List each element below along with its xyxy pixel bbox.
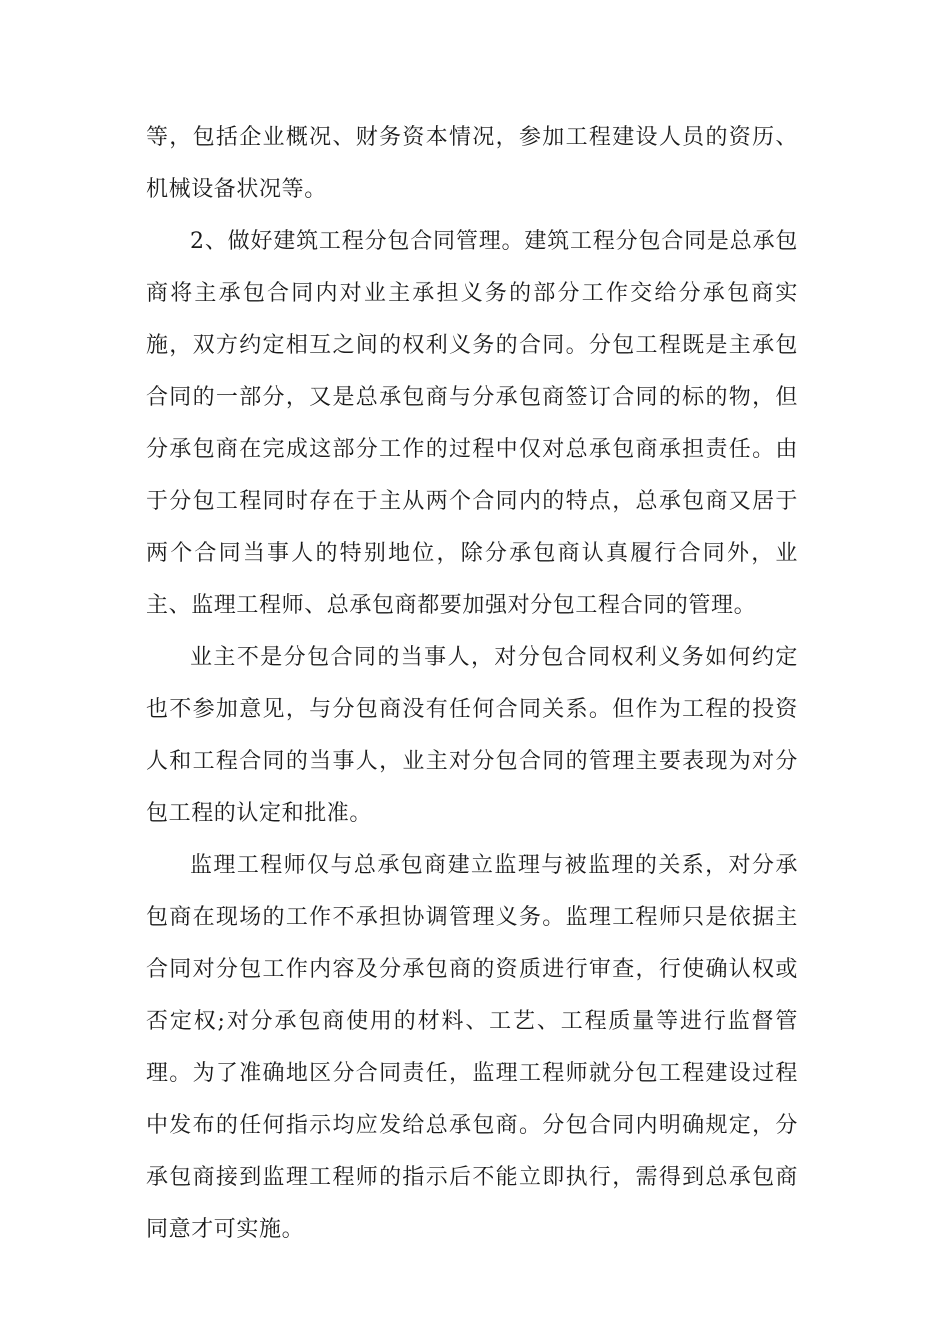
paragraph-owner-role: 业主不是分包合同的当事人，对分包合同权利义务如何约定也不参加意见，与分包商没有任何合同关系。但作为工程的投资人和工程合同的当事人，业主对分包合同的管理主要表现为对分包工程的认定和批准。	[146, 645, 798, 826]
paragraph-supervisor-role: 监理工程师仅与总承包商建立监理与被监理的关系，对分承包商在现场的工作不承担协调管理义务。监理工程师只是依据主合同对分包工作内容及分承包商的资质进行审查，行使确认权或否定权;对分承包商使用的材料、工艺、工程质量等进行监督管理。为了准确地区分合同责任，监理工程师就分包工程建设过程中发布的任何指示均应发给总承包商。分包合同内明确规定，分承包商接到监理工程师的指示后不能立即执行，需得到总承包商同意才可实施。	[146, 853, 798, 1242]
paragraph-continuation: 等，包括企业概况、财务资本情况，参加工程建设人员的资历、机械设备状况等。	[146, 125, 798, 202]
paragraph-subcontract-management: 2、做好建筑工程分包合同管理。建筑工程分包合同是总承包商将主承包合同内对业主承担义务的部分工作交给分承包商实施，双方约定相互之间的权利义务的合同。分包工程既是主承包合同的一部分，又是总承包商与分承包商签订合同的标的物，但分承包商在完成这部分工作的过程中仅对总承包商承担责任。由于分包工程同时存在于主从两个合同内的特点，总承包商又居于两个合同当事人的特别地位，除分承包商认真履行合同外，业主、监理工程师、总承包商都要加强对分包工程合同的管理。	[146, 229, 798, 618]
document-body	[146, 112, 798, 1256]
